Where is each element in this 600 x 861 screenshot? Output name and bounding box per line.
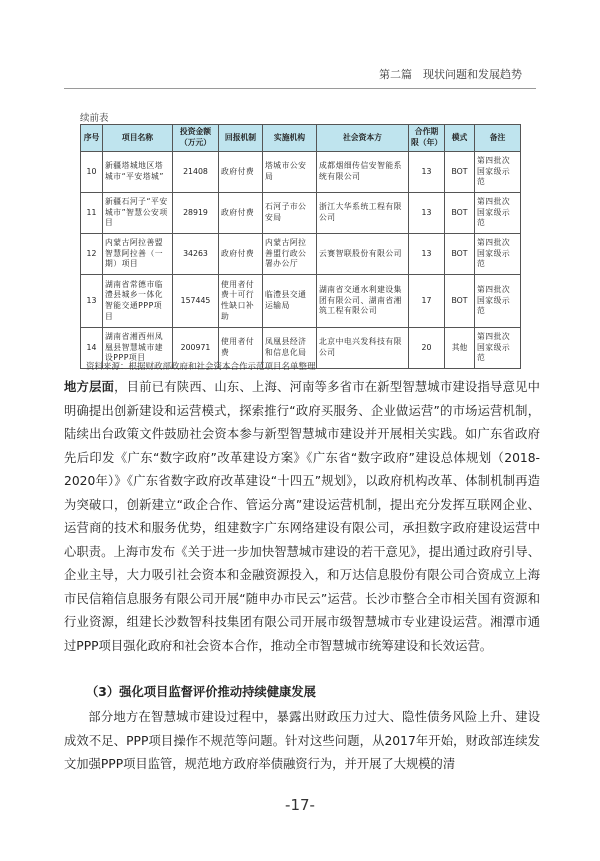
cell-years: 13 <box>409 234 445 275</box>
paragraph-lead-term: 地方层面 <box>64 380 115 394</box>
table-row <box>81 234 521 275</box>
cell-agency: 临澧县交通运输局 <box>263 275 317 328</box>
col-header-amount: 投资金额（万元） <box>173 125 219 152</box>
cell-no: 13 <box>81 275 103 328</box>
col-header-mode: 模式 <box>445 125 475 152</box>
table-row <box>81 193 521 234</box>
cell-remark: 第四批次国家级示范 <box>475 152 521 193</box>
running-header: 第二篇 现状问题和发展趋势 <box>379 68 522 81</box>
table-source-note: 资料来源：根据财政部政府和社会资本合作示范项目名单整理 <box>86 362 316 372</box>
col-header-remark: 备注 <box>475 125 521 152</box>
cell-no: 14 <box>81 328 103 369</box>
cell-no: 12 <box>81 234 103 275</box>
cell-capital: 北京中电兴发科技有限公司 <box>317 328 409 369</box>
cell-mode: BOT <box>445 193 475 234</box>
col-header-return: 回报机制 <box>219 125 263 152</box>
col-header-name: 项目名称 <box>103 125 173 152</box>
cell-name: 内蒙古阿拉善盟智慧阿拉善（一期）项目 <box>103 234 173 275</box>
cell-name: 湖南省湘西州凤凰县智慧城市建设PPP项目 <box>103 328 173 369</box>
cell-years: 13 <box>409 152 445 193</box>
paragraph-text: 部分地方在智慧城市建设过程中，暴露出财政压力过大、隐性债务风险上升、建设成效不足、PPP项目操作不规范等问题。针对这些问题，从2017年开始，财政部连续发文加强PPP项目监管，规范地方政府举债融资行为，并开展了大规模的清 <box>64 710 540 771</box>
cell-agency: 石河子市公安局 <box>263 193 317 234</box>
cell-capital: 湖南省交通水利建设集团有限公司、湖南省湘筑工程有限公司 <box>317 275 409 328</box>
cell-no: 11 <box>81 193 103 234</box>
cell-amount: 21408 <box>173 152 219 193</box>
cell-amount: 157445 <box>173 275 219 328</box>
col-header-years: 合作期限（年） <box>409 125 445 152</box>
cell-mode: BOT <box>445 275 475 328</box>
cell-remark: 第四批次国家级示范 <box>475 275 521 328</box>
cell-name: 新疆塔城地区塔城市“平安塔城” <box>103 152 173 193</box>
cell-agency: 塔城市公安局 <box>263 152 317 193</box>
col-header-agency: 实施机构 <box>263 125 317 152</box>
cell-return: 使用者付费 <box>219 328 263 369</box>
cell-mode: BOT <box>445 152 475 193</box>
cell-years: 20 <box>409 328 445 369</box>
cell-amount: 200971 <box>173 328 219 369</box>
table-header-row <box>81 125 521 152</box>
cell-capital: 云赛智联股份有限公司 <box>317 234 409 275</box>
cell-remark: 第四批次国家级示范 <box>475 193 521 234</box>
cell-mode: 其他 <box>445 328 475 369</box>
cell-return: 政府付费 <box>219 234 263 275</box>
cell-remark: 第四批次国家级示范 <box>475 328 521 369</box>
body-paragraph-local-level <box>64 376 540 658</box>
section-heading: （3）强化项目监督评价推动持续健康发展 <box>86 685 316 699</box>
table-row <box>81 152 521 193</box>
page-number: -17- <box>285 796 315 814</box>
cell-return: 使用者付费十可行性缺口补助 <box>219 275 263 328</box>
cell-years: 13 <box>409 193 445 234</box>
cell-remark: 第四批次国家级示范 <box>475 234 521 275</box>
header-divider <box>64 88 536 89</box>
paragraph-text: ，目前已有陕西、山东、上海、河南等多省市在新型智慧城市建设指导意见中明确提出创新建设和运营模式，探索推行“政府买服务、企业做运营”的市场运营机制，陆续出台政策文件鼓励社会资本参与新型智慧城市建设并开展相关实践。如广东省政府先后印发《广东“数字政府”改革建设方案》《广东省“数字政府”建设总体规划（2018-2020年）》《广东省数字政府改革建设“十四五”规划》，以政府机构改革、体制机制再造为突破口，创新建立“政企合作、管运分离”建设运营机制，提出充分发挥互联网企业、运营商的技术和服务优势，组建数字广东网络建设有限公司，承担数字政府建设运营中心职责。上海市发布《关于进一步加快智慧城市建设的若干意见》，提出通过政府引导、企业主导，大力吸引社会资本和金融资源投入，和万达信息股份有限公司合资成立上海市民信箱信息服务有限公司开展“随申办市民云”运营。长沙市整合全市相关国有资源和行业资源，组建长沙数智科技集团有限公司开展市级智慧城市专业建设运营。湘潭市通过PPP项目强化政府和社会资本合作，推动全市智慧城市统筹建设和长效运营。 <box>64 380 540 653</box>
cell-amount: 28919 <box>173 193 219 234</box>
cell-years: 17 <box>409 275 445 328</box>
cell-capital: 成都烟细传信安智能系统有限公司 <box>317 152 409 193</box>
ppp-projects-table <box>80 124 521 369</box>
cell-return: 政府付费 <box>219 193 263 234</box>
col-header-no: 序号 <box>81 125 103 152</box>
cell-name: 新疆石河子“平安城市”智慧公安项目 <box>103 193 173 234</box>
cell-mode: BOT <box>445 234 475 275</box>
cell-return: 政府付费 <box>219 152 263 193</box>
cell-capital: 浙江大华系统工程有限公司 <box>317 193 409 234</box>
table-row <box>81 275 521 328</box>
col-header-capital: 社会资本方 <box>317 125 409 152</box>
cell-agency: 凤凰县经济和信息化局 <box>263 328 317 369</box>
cell-name: 湖南省常德市临澧县城乡一体化智能交通PPP项目 <box>103 275 173 328</box>
cell-no: 10 <box>81 152 103 193</box>
body-paragraph-supervision <box>64 706 540 777</box>
cell-agency: 内蒙古阿拉善盟行政公署办公厅 <box>263 234 317 275</box>
cell-amount: 34263 <box>173 234 219 275</box>
table-continued-label: 续前表 <box>80 113 109 124</box>
